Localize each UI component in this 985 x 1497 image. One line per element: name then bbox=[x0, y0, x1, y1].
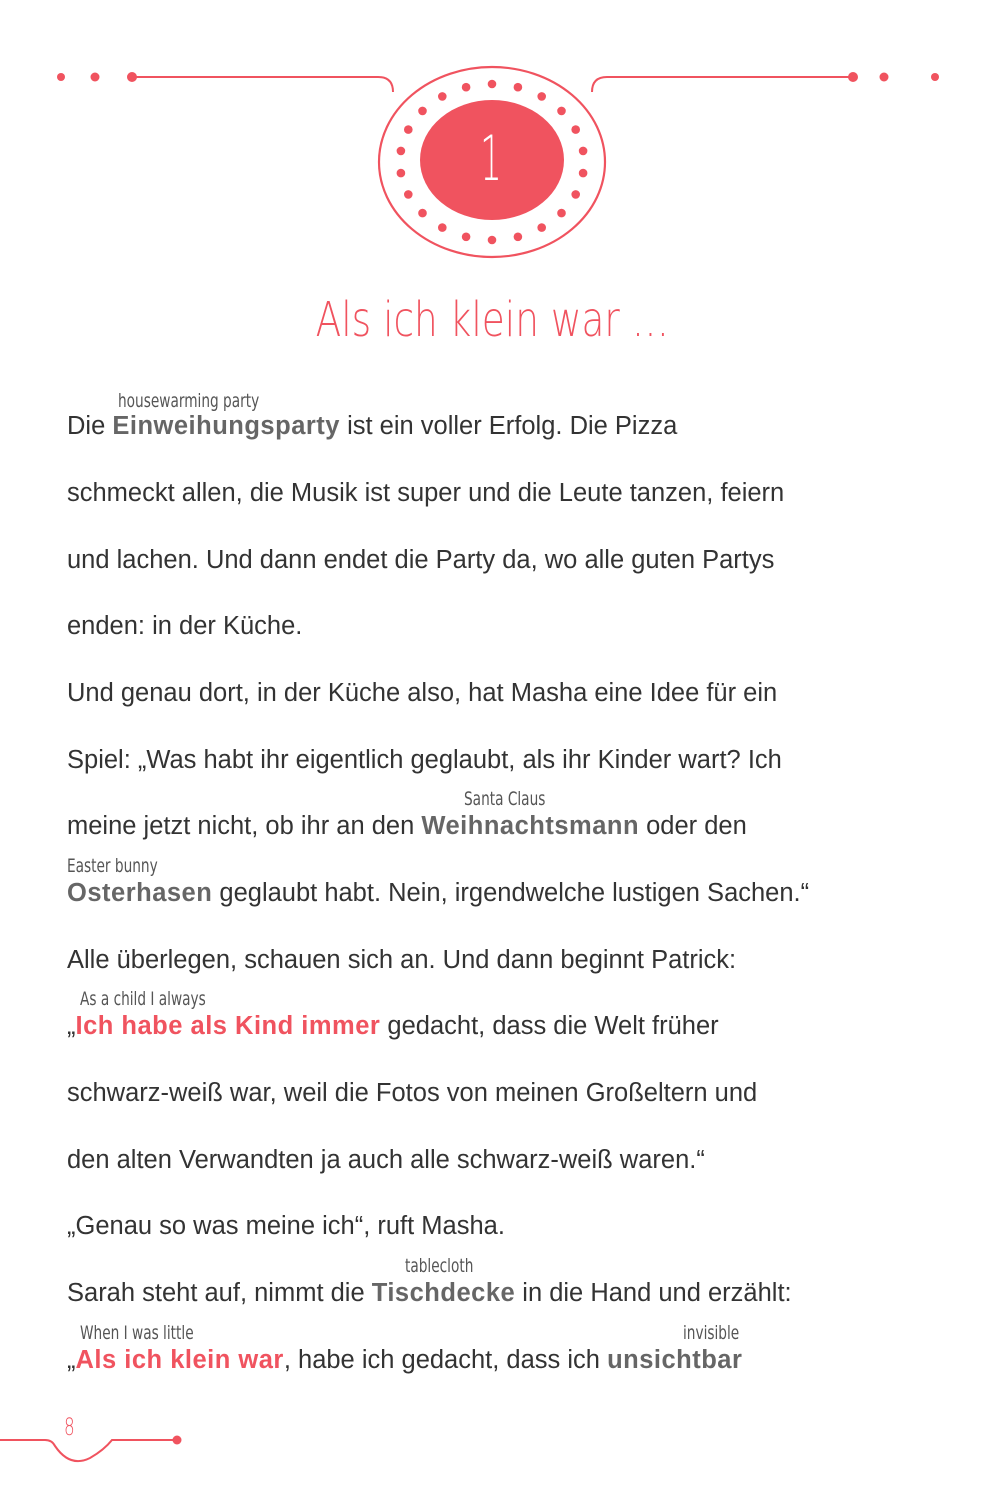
text-line bbox=[67, 1278, 792, 1308]
text-span: „Genau so was meine ich“, ruft Masha. bbox=[67, 1212, 505, 1240]
text-line bbox=[67, 611, 302, 641]
ornament-dot bbox=[579, 147, 588, 156]
text-line bbox=[67, 678, 777, 708]
text-span: Die bbox=[67, 412, 113, 440]
gloss-tablecloth: tablecloth bbox=[405, 1255, 474, 1277]
gloss-as-a-child: As a child I always bbox=[80, 988, 206, 1010]
keyword: Ich habe als Kind immer bbox=[75, 1012, 381, 1040]
text-span: Sarah steht auf, nimmt die bbox=[67, 1279, 372, 1307]
ornament-dot bbox=[557, 209, 566, 218]
text-line bbox=[67, 1145, 705, 1175]
text-line bbox=[67, 545, 774, 575]
gloss-easter-bunny: Easter bunny bbox=[67, 855, 158, 877]
text-span: in die Hand und erzählt: bbox=[515, 1279, 792, 1307]
text-line bbox=[67, 945, 736, 975]
chapter-number: 1 bbox=[480, 122, 502, 195]
ornament-dot bbox=[557, 107, 566, 116]
keyword: Als ich klein war bbox=[75, 1346, 284, 1374]
text-span: , habe ich gedacht, dass ich bbox=[283, 1346, 608, 1374]
ornament-dot bbox=[418, 209, 427, 218]
text-line bbox=[67, 411, 677, 441]
text-span: gedacht, dass die Welt früher bbox=[380, 1012, 719, 1040]
text-span: „ bbox=[67, 1346, 76, 1374]
ornament-dot bbox=[438, 92, 447, 101]
text-span: oder den bbox=[639, 812, 747, 840]
text-span: Spiel: „Was habt ihr eigentlich geglaubt, als ihr Kinder wart? Ich bbox=[67, 746, 782, 774]
gloss-when-i-was-little: When I was little bbox=[80, 1322, 194, 1344]
ornament-dot bbox=[537, 92, 546, 101]
ornament-dot bbox=[418, 107, 427, 116]
ornament-dot bbox=[537, 223, 546, 232]
text-span: schwarz-weiß war, weil die Fotos von meinen Großeltern und bbox=[67, 1079, 758, 1107]
text-line bbox=[67, 1011, 719, 1041]
keyword: Tischdecke bbox=[371, 1279, 516, 1307]
page-number: 8 bbox=[64, 1413, 75, 1441]
text-line bbox=[67, 478, 784, 508]
ornament-dot bbox=[397, 169, 406, 178]
gloss-santa-claus: Santa Claus bbox=[464, 788, 546, 810]
page-number-ornament bbox=[0, 1436, 182, 1462]
chapter-title: Als ich klein war … bbox=[315, 292, 670, 348]
ornament-dot bbox=[438, 223, 447, 232]
text-line bbox=[67, 1211, 505, 1241]
ornament-dot bbox=[404, 125, 413, 134]
text-span: geglaubt habt. Nein, irgendwelche lustigen Sachen.“ bbox=[212, 879, 810, 907]
ornament-dot bbox=[514, 233, 523, 242]
text-span: Alle überlegen, schauen sich an. Und dann beginnt Patrick: bbox=[67, 946, 737, 974]
ornament-dot bbox=[397, 147, 406, 156]
text-span: meine jetzt nicht, ob ihr an den bbox=[67, 812, 422, 840]
text-line bbox=[67, 811, 747, 841]
text-line bbox=[67, 1345, 742, 1375]
keyword: Einweihungsparty bbox=[112, 412, 340, 440]
ornament-dot bbox=[462, 233, 471, 242]
text-span: Und genau dort, in der Küche also, hat Masha eine Idee für ein bbox=[67, 679, 778, 707]
text-span: enden: in der Küche. bbox=[67, 612, 303, 640]
text-span: „ bbox=[67, 1012, 76, 1040]
text-line bbox=[67, 1078, 757, 1108]
top-divider bbox=[57, 72, 939, 92]
ornament-dot bbox=[514, 83, 523, 92]
ornament-dot bbox=[488, 236, 497, 245]
text-span: schmeckt allen, die Musik ist super und die Leute tanzen, feiern bbox=[67, 479, 785, 507]
ornament-dot bbox=[571, 190, 580, 199]
keyword: Osterhasen bbox=[67, 879, 213, 907]
text-span: den alten Verwandten ja auch alle schwarz-weiß waren.“ bbox=[67, 1146, 705, 1174]
keyword: Weihnachtsmann bbox=[421, 812, 640, 840]
ornament-dot bbox=[488, 80, 497, 89]
ornament-dot bbox=[462, 83, 471, 92]
text-line bbox=[67, 878, 809, 908]
ornament-dot bbox=[571, 125, 580, 134]
ornament-dot bbox=[404, 190, 413, 199]
gloss-invisible: invisible bbox=[683, 1322, 740, 1344]
text-span: ist ein voller Erfolg. Die Pizza bbox=[339, 412, 678, 440]
text-line bbox=[67, 745, 782, 775]
ornament-dot bbox=[579, 169, 588, 178]
text-span: und lachen. Und dann endet die Party da, wo alle guten Partys bbox=[67, 546, 775, 574]
gloss-housewarming-party: housewarming party bbox=[118, 390, 260, 412]
keyword: unsichtbar bbox=[607, 1346, 743, 1374]
